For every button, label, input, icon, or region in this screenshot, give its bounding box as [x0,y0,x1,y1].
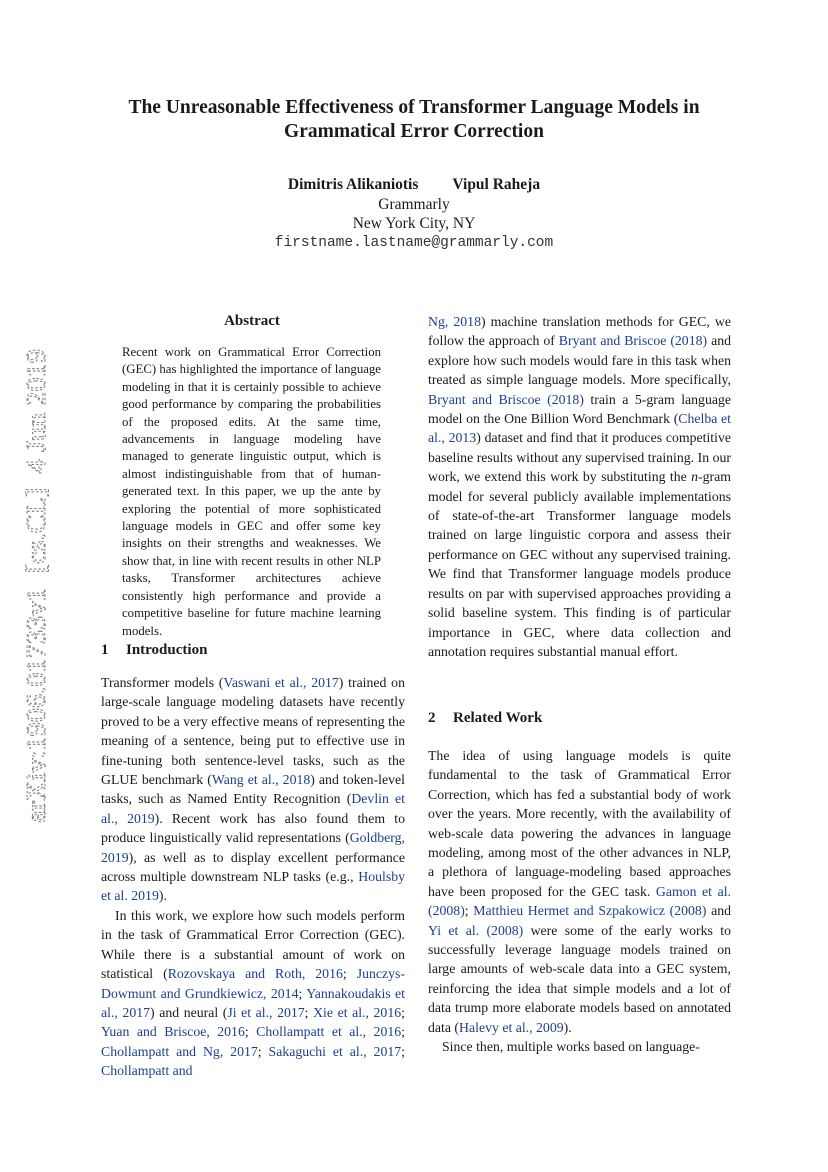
citation-link[interactable]: Ji et al., 2017 [227,1004,305,1020]
paragraph: Since then, multiple works based on language- [442,1039,700,1055]
section-heading-related-work [428,708,542,728]
citation-link[interactable]: Junczys-Dowmunt and Grundkiewicz, 2014 [101,966,405,1001]
paper-title: The Unreasonable Effectiveness of Transformer Language Models in Grammatical Error Correction [128,97,700,142]
paragraph: Transformer models (Vaswani et al., 2017) trained on large-scale language modeling datasets have recently proved to be a very effective means of representing the meaning of a sentence, being put to effective use in fine-tuning both sentence-level tasks, such as the GLUE benchmark (Wang et al., 2018) and token-level tasks, such as Named Entity Recognition (Devlin et al., 2019). Recent work has also found them to produce linguistically valid representations (Goldberg, 2019), as well as to display excellent performance across multiple downstream NLP tasks (e.g., Houlsby et al. 2019). [101,675,405,904]
introduction-body [101,673,405,1081]
citation-link[interactable]: Ng, 2018 [428,314,481,329]
location: New York City, NY [352,215,476,232]
paragraph: Ng, 2018) machine translation methods for GEC, we follow the approach of Bryant and Briscoe (2018) and explore how such models would fare in this task when treated as simple language models. More specifically, Bryant and Briscoe (2018) train a 5-gram language model on the One Billion Word Benchmark (Chelba et al., 2013) dataset and find that it produces competitive baseline results without any supervised training. In our work, we extend this work by substituting the n-gram model for several publicly available implementations of state-of-the-art Transformer language models trained on large linguistic corpora and assess their performance on GEC without any supervised training. We find that Transformer language models produce results on par with supervised approaches providing a solid baseline system. This finding is of particular importance in GEC, where data collection and annotation requires substantial manual effort. [428,314,731,659]
abstract-heading: Abstract [224,313,280,329]
affiliation: Grammarly [378,196,450,213]
section-title: Introduction [126,642,208,658]
section-heading-introduction [101,640,207,660]
arxiv-stamp [14,345,54,825]
abstract-text: Recent work on Grammatical Error Correction (GEC) has highlighted the importance of language modeling in that it is certainly possible to achieve good performance by comparing the probabilities of the proposed edits. At the same time, advancements in language modeling have managed to generate linguistic output, which is almost indistinguishable from that of human-generated text. In this paper, we up the ante by exploring the potential of more sophisticated language models in GEC and offer some key insights on their strengths and weaknesses. We show that, in line with recent results in other NLP tasks, Transformer architectures achieve consistently high performance and provide a competitive baseline for future machine learning models. [122,345,381,638]
related-work-body [428,746,731,1057]
citation-link[interactable]: Chollampatt and Ng, 2017 [101,1043,258,1059]
citation-link[interactable]: Bryant and Briscoe (2018) [558,333,708,349]
section-number: 1 [101,642,109,658]
section-number: 2 [428,710,436,726]
citation-link[interactable]: Gamon et al. (2008) [428,883,731,919]
paragraph: In this work, we explore how such models perform in the task of Grammatical Error Correction (GEC). While there is a substantial amount of work on statistical (Rozovskaya and Roth, 2016; Junczys-Dowmunt and Grundkiewicz, 2014; Yannakoudakis et al., 2017) and neural (Ji et al., 2017; Xie et al., 2016; Yuan and Briscoe, 2016; Chollampatt et al., 2016; Chollampatt and Ng, 2017; Sakaguchi et al., 2017; Chollampatt and [101,907,405,1079]
citation-link[interactable]: Sakaguchi et al., 2017 [268,1043,402,1059]
citation-link[interactable]: Rozovskaya and Roth, 2016 [167,966,343,982]
citation-link[interactable]: Yannakoudakis et al., 2017 [101,985,405,1020]
citation-link[interactable]: Goldberg, 2019 [101,830,405,865]
citation-link[interactable]: Chollampatt and [101,1063,193,1079]
author-name: Dimitris Alikaniotis [287,176,419,193]
citation-link[interactable]: Houlsby et al. 2019 [101,869,405,904]
citation-link[interactable]: Devlin et al., 2019 [101,791,405,826]
citation-link[interactable]: Matthieu Hermet and Szpakowicz (2008) [473,903,707,919]
citation-link[interactable]: Bryant and Briscoe (2018) [428,391,584,407]
citation-link[interactable]: Yuan and Briscoe, 2016 [101,1024,245,1040]
right-column-body [428,312,731,661]
paragraph: The idea of using language models is quite fundamental to the task of Grammatical Error Correction, which has fed a substantial body of work over the years. More recently, with the availability of web-scale data powering the advances in language modeling, among most of the other advances in NLP, a plethora of language-modeling based approaches have been proposed for the GEC task. Gamon et al. (2008); Matthieu Hermet and Szpakowicz (2008) and Yi et al. (2008) were some of the early works to successfully leverage language models trained on large amounts of web-scale data into a GEC system, reinforcing the idea that simple models and a lot of data trump more elaborate models based on annotated data (Halevy et al., 2009). [428,748,731,1035]
citation-link[interactable]: Yi et al. (2008) [428,922,524,938]
citation-link[interactable]: Xie et al., 2016 [313,1004,402,1020]
author-list [90,175,738,195]
author-email: firstname.lastname@grammarly.com [274,235,554,251]
citation-link[interactable]: Chollampatt et al., 2016 [256,1024,402,1040]
math-variable: n [691,469,699,485]
citation-link[interactable]: Vaswani et al., 2017 [223,675,339,690]
arxiv-stamp-text: arXiv:1906.01733v1 [cs.CL] 4 Jun 2019 [20,363,51,823]
citation-link[interactable]: Wang et al., 2018 [211,772,311,788]
section-title: Related Work [453,710,543,726]
citation-link[interactable]: Chelba et al., 2013 [428,411,731,446]
citation-link[interactable]: Halevy et al., 2009 [459,1019,564,1035]
author-name: Vipul Raheja [452,176,541,193]
